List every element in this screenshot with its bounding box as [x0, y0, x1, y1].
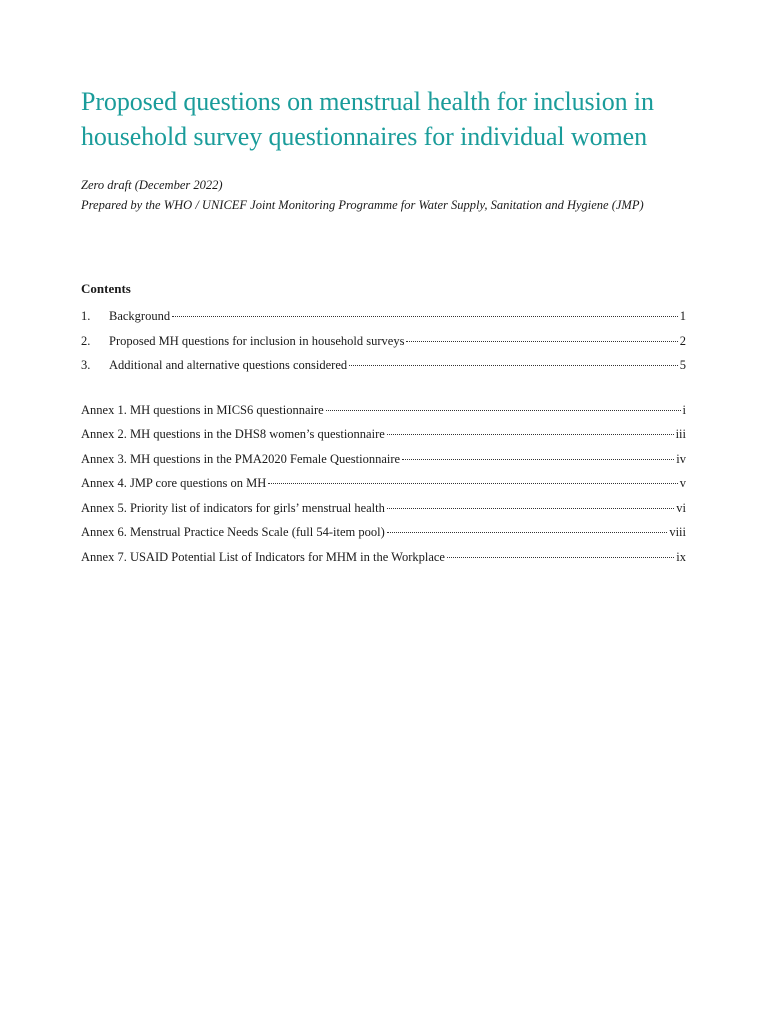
toc-entry-page: vi	[676, 500, 686, 515]
toc-entry-label: Annex 7. USAID Potential List of Indicators for MHM in the Workplace	[81, 549, 445, 564]
toc-dot-leader	[268, 483, 677, 484]
toc-dot-leader	[406, 341, 677, 342]
toc-dot-leader	[387, 434, 674, 435]
toc-dot-leader	[326, 410, 681, 411]
toc-entry-number: 2.	[81, 333, 91, 348]
toc-entry-page: ix	[676, 549, 686, 564]
contents-heading: Contents	[81, 281, 131, 296]
toc-entry-label: Annex 6. Menstrual Practice Needs Scale (full 54-item pool)	[81, 525, 385, 539]
toc-entry-page: v	[679, 476, 686, 490]
toc-entry-label: Additional and alternative questions considered	[109, 358, 348, 372]
toc-entry-number: 3.	[81, 358, 91, 372]
toc-entry-label: Annex 1. MH questions in MICS6 questionnaire	[81, 402, 324, 417]
toc-entry-label: Background	[109, 309, 171, 323]
toc-dot-leader	[402, 459, 674, 460]
toc-entry-annex-7[interactable]	[81, 545, 686, 570]
toc-entry-page: iii	[675, 427, 686, 441]
draft-note: Zero draft (December 2022)	[81, 178, 223, 192]
toc-entry-label: Annex 2. MH questions in the DHS8 women’s questionnaire	[81, 427, 385, 441]
toc-entry-label: Annex 3. MH questions in the PMA2020 Female Questionnaire	[81, 451, 401, 466]
toc-entry-annex-5[interactable]	[81, 496, 686, 521]
subtitle-block	[81, 175, 686, 215]
toc-entry-proposed-questions[interactable]	[81, 329, 686, 354]
toc-entry-annex-1[interactable]	[81, 398, 686, 423]
toc-dot-leader	[447, 557, 674, 558]
toc-entry-annex-2[interactable]	[81, 422, 686, 447]
toc-entry-page: iv	[676, 451, 686, 466]
toc-entry-annex-4[interactable]	[81, 471, 686, 496]
toc-entry-page: 5	[679, 358, 686, 372]
prepared-by-note: Prepared by the WHO / UNICEF Joint Monitoring Programme for Water Supply, Sanitation and Hygiene (JMP)	[81, 198, 644, 212]
toc-entry-annex-3[interactable]	[81, 447, 686, 472]
toc-entry-background[interactable]	[81, 304, 686, 329]
toc-dot-leader	[349, 365, 678, 366]
toc-entry-page: 1	[679, 309, 686, 323]
document-title: Proposed questions on menstrual health for inclusion in household survey questionnaires for individual women	[81, 87, 654, 151]
document-page	[81, 84, 686, 569]
toc-dot-leader	[387, 508, 674, 509]
toc-main-list	[81, 304, 686, 378]
toc-entry-annex-6[interactable]	[81, 520, 686, 545]
toc-entry-number: 1.	[81, 309, 91, 323]
toc-dot-leader	[172, 316, 678, 317]
toc-entry-label: Proposed MH questions for inclusion in household surveys	[109, 333, 405, 348]
toc-entry-additional-questions[interactable]	[81, 353, 686, 378]
toc-entry-label: Annex 5. Priority list of indicators for girls’ menstrual health	[81, 500, 385, 515]
toc-entry-page: 2	[679, 333, 686, 348]
toc-annex-list	[81, 398, 686, 570]
toc-entry-page: viii	[669, 525, 686, 539]
toc-dot-leader	[387, 532, 668, 533]
toc-entry-page: i	[682, 402, 686, 417]
toc-entry-label: Annex 4. JMP core questions on MH	[81, 476, 267, 490]
